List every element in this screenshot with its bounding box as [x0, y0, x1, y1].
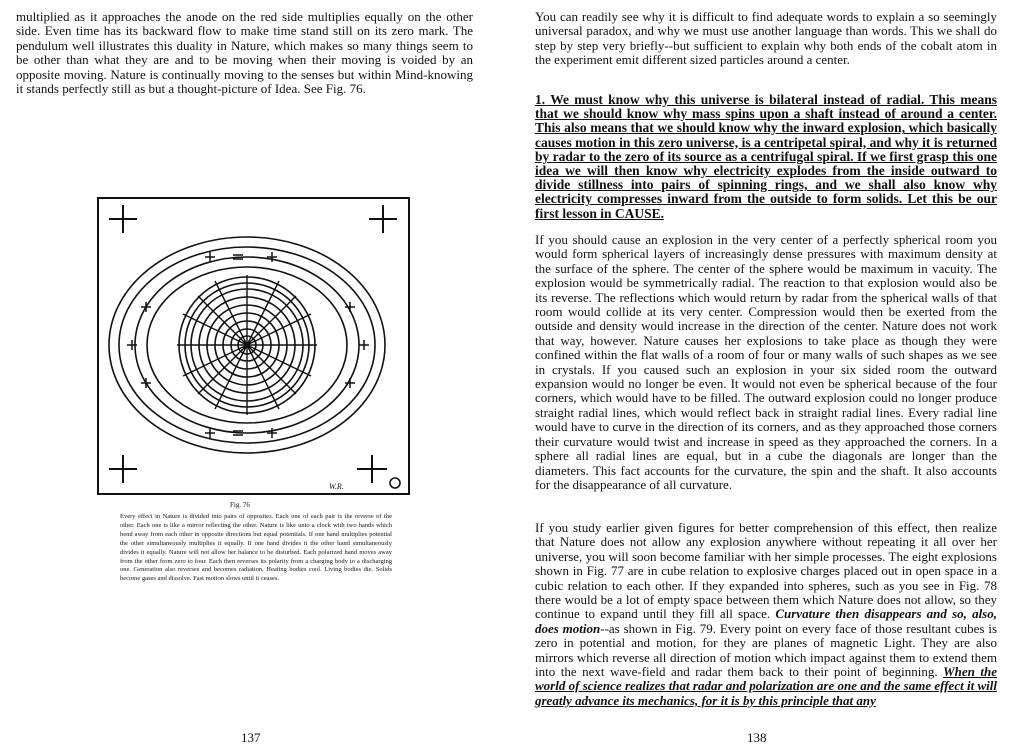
- figure-caption: Every effect in Nature is divided into pairs of opposites. Each one of each pair is the reverse of the other. Each one is like a mirror reflecting the other. Nature is like unto a clock with two hands which bend away from each other in opposite directions but equal potentials. If one hand multiplies potential the other simultaneously multiplies it equally. If one hand divides it the other hand simultaneously divides it equally. Nature will not allow her balance to be disturbed. Each polarized hand moves away from the other from zero to four. Each then reverses its polarity from a charging body to a discharging one. Generation also reverses and becomes radiation. Heating bodies cool. Living bodies die. Solids become gases and dissolve. Fast motion slows until it ceases.: [120, 513, 392, 583]
- right-page: [505, 0, 1009, 754]
- figure-signature: W.R.: [329, 482, 344, 491]
- intro-paragraph: You can readily see why it is difficult to find adequate words to explain a so seemingly universal paradox, and why we must use another language than words. This we shall do step by step very briefly--but sufficient to explain why both ends of the cobalt atom in the experiment emit different sized particles around a center.: [535, 9, 997, 68]
- study-text-emphasis-a: Curvature then disappears and so, also, does motion: [535, 606, 997, 636]
- study-paragraph: [535, 521, 997, 708]
- figure-76: [97, 197, 410, 495]
- point-one-paragraph: 1. We must know why this universe is bilateral instead of radial. This means that we should know why mass spins upon a shaft instead of around a center. This also means that we should know why the inward explosion, which basically causes motion in this zero universe, is a centripetal spiral, and why it is returned by radar to the zero of its source as a centrifugal spiral. If we first grasp this one idea we will then know why electricity explodes from the inside outward to divide stillness into pairs of spinning rings, and we shall also know why electricity compresses inward from the outside to form solids. Let this be our first lesson in CAUSE.: [535, 92, 997, 221]
- explosion-paragraph: If you should cause an explosion in the very center of a perfectly spherical room you would form spherical layers of increasingly dense pressures with maximum density at the surface of the sphere. The center of the sphere would be maximum in vacuity. The explosion would be symmetrically radial. The reaction to that explosion would also be its reverse. The reflections which would return by radar from the spherical walls of that room would collide at its very center. Compression would then be exerted from the outside and density would increase in the direction of the center. Nature does not work that way, however. Nature causes her explosions to take place as though they were confined within the flat walls of a room of four or many walls of such shapes as we see in crystals. If you caused such an explosion in your six sided room the outward expansion would no longer be even. It would not even be spherical because of the four corners, which would have to be filled. The outward explosion could no longer produce straight radial lines, which would reflect back in straight radial lines. Every radial line would have to curve in the direction of its corners, and as they approached those corners their curvature would twist and increase in speed as they approached the corners. In a sphere all radial lines are equal, but in a cube the diagonals are longer than the diameters. This fact accounts for the curvature, the spin and the shaft. It also accounts for the disappearance of all curvature.: [535, 232, 997, 492]
- study-text-emphasis-b: When the world of science realizes that radar and polarization are one and the same effect it will greatly advance its mechanics, for it is by this principle that any: [535, 664, 997, 708]
- right-page-number: 138: [747, 730, 767, 745]
- study-text-a: If you study earlier given figures for better comprehension of this effect, then realize that Nature does not allow any explosion anywhere without repeating it all over her universe, you will soon become familiar with her simple processes. The eight explosions shown in Fig. 77 are in cube relation to explosive charges placed out in open space in a cubic relation to each other. If they expanded into spheres, such as you see in Fig. 78 there would be a lot of empty space between them which Nature does not allow, so they continue to expand until they fill all space.: [535, 520, 997, 622]
- left-page-number: 137: [241, 730, 261, 745]
- concentric-circles-diagram: [97, 197, 410, 495]
- left-page: [0, 0, 500, 754]
- left-top-paragraph: multiplied as it approaches the anode on the red side multiplies equally on the other side. Even time has its backward flow to make time stand still on its zero mark. The pendulum well illustrates this duality in Nature, which makes so many things seem to be other than what they are and to be moving when their moving is voided by an opposite moving. Nature is continually moving to the senses but within Mind-knowing it stands perfectly still as but a thought-picture of Idea. See Fig. 76.: [16, 9, 473, 97]
- study-text-b: --as shown in Fig. 79. Every point on every face of those resultant cubes is zero in potential and motion, for they are planes of magnetic Light. They are also mirrors which reverse all direction of motion which impact against them to extend them into the next wave-field and radar them back to their point of beginning.: [535, 620, 997, 680]
- figure-label: Fig. 76: [230, 501, 250, 509]
